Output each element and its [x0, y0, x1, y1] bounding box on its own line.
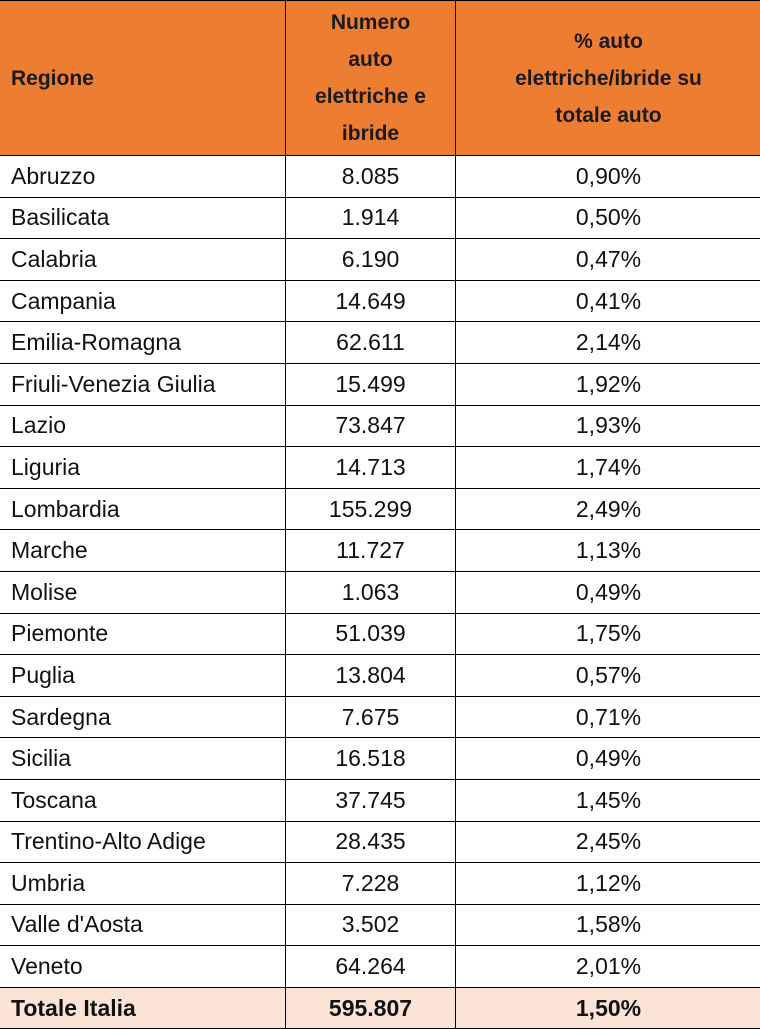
header-count: [286, 1, 456, 156]
total-label: Totale Italia: [0, 987, 286, 1029]
percentage-cell: 0,57%: [456, 655, 760, 697]
percentage-cell: 0,71%: [456, 696, 760, 738]
percentage-cell: 0,47%: [456, 239, 760, 281]
region-cell: Abruzzo: [0, 156, 286, 198]
percentage-cell: 0,41%: [456, 280, 760, 322]
region-cell: Sardegna: [0, 696, 286, 738]
count-cell: 6.190: [286, 239, 456, 281]
region-cell: Emilia-Romagna: [0, 322, 286, 364]
region-cell: Liguria: [0, 447, 286, 489]
count-cell: 13.804: [286, 655, 456, 697]
count-cell: 1.063: [286, 571, 456, 613]
table-row: [0, 863, 760, 905]
percentage-cell: 1,45%: [456, 779, 760, 821]
percentage-cell: 1,74%: [456, 447, 760, 489]
count-cell: 7.228: [286, 863, 456, 905]
header-region: Regione: [0, 1, 286, 156]
table-row: [0, 363, 760, 405]
table-row: [0, 156, 760, 198]
region-cell: Trentino-Alto Adige: [0, 821, 286, 863]
region-cell: Lazio: [0, 405, 286, 447]
table-row: [0, 655, 760, 697]
table-row: [0, 447, 760, 489]
percentage-cell: 2,01%: [456, 946, 760, 988]
header-pct-line: totale auto: [555, 104, 661, 127]
table-body: [0, 156, 760, 1029]
percentage-cell: 0,49%: [456, 571, 760, 613]
percentage-cell: 0,49%: [456, 738, 760, 780]
table-row: [0, 405, 760, 447]
region-cell: Puglia: [0, 655, 286, 697]
count-cell: 16.518: [286, 738, 456, 780]
region-cell: Marche: [0, 530, 286, 572]
region-cell: Campania: [0, 280, 286, 322]
count-cell: 1.914: [286, 197, 456, 239]
region-cell: Molise: [0, 571, 286, 613]
table-row: [0, 571, 760, 613]
percentage-cell: 2,45%: [456, 821, 760, 863]
header-pct-line: % auto: [574, 30, 643, 53]
region-cell: Basilicata: [0, 197, 286, 239]
region-cell: Toscana: [0, 779, 286, 821]
header-count-line: Numero: [331, 11, 410, 34]
count-cell: 155.299: [286, 488, 456, 530]
table-row: [0, 821, 760, 863]
count-cell: 73.847: [286, 405, 456, 447]
percentage-cell: 1,13%: [456, 530, 760, 572]
table-row: [0, 488, 760, 530]
table-row: [0, 779, 760, 821]
count-cell: 11.727: [286, 530, 456, 572]
count-cell: 64.264: [286, 946, 456, 988]
table-row: [0, 696, 760, 738]
region-cell: Umbria: [0, 863, 286, 905]
percentage-cell: 1,12%: [456, 863, 760, 905]
region-cell: Calabria: [0, 239, 286, 281]
table-row: [0, 239, 760, 281]
count-cell: 15.499: [286, 363, 456, 405]
header-count-line: elettriche e: [315, 85, 426, 108]
table-row: [0, 946, 760, 988]
count-cell: 14.649: [286, 280, 456, 322]
count-cell: 37.745: [286, 779, 456, 821]
region-cell: Lombardia: [0, 488, 286, 530]
region-cell: Veneto: [0, 946, 286, 988]
count-cell: 62.611: [286, 322, 456, 364]
table-row: [0, 530, 760, 572]
percentage-cell: 1,93%: [456, 405, 760, 447]
count-cell: 14.713: [286, 447, 456, 489]
region-cell: Piemonte: [0, 613, 286, 655]
header-count-line: auto: [348, 48, 392, 71]
total-count: 595.807: [286, 987, 456, 1029]
total-row: [0, 987, 760, 1029]
region-cell: Valle d'Aosta: [0, 904, 286, 946]
count-cell: 51.039: [286, 613, 456, 655]
table-row: [0, 197, 760, 239]
count-cell: 7.675: [286, 696, 456, 738]
table-row: [0, 280, 760, 322]
percentage-cell: 1,92%: [456, 363, 760, 405]
table-row: [0, 904, 760, 946]
region-cell: Friuli-Venezia Giulia: [0, 363, 286, 405]
header-count-line: ibride: [342, 122, 399, 145]
percentage-cell: 0,50%: [456, 197, 760, 239]
count-cell: 28.435: [286, 821, 456, 863]
table-row: [0, 738, 760, 780]
header-pct-line: elettriche/ibride su: [515, 67, 702, 90]
count-cell: 8.085: [286, 156, 456, 198]
percentage-cell: 1,75%: [456, 613, 760, 655]
count-cell: 3.502: [286, 904, 456, 946]
table-row: [0, 613, 760, 655]
table-row: [0, 322, 760, 364]
percentage-cell: 2,49%: [456, 488, 760, 530]
percentage-cell: 1,58%: [456, 904, 760, 946]
header-percentage: [456, 1, 760, 156]
total-percentage: 1,50%: [456, 987, 760, 1029]
percentage-cell: 2,14%: [456, 322, 760, 364]
percentage-cell: 0,90%: [456, 156, 760, 198]
header-row: [0, 1, 760, 156]
region-cell: Sicilia: [0, 738, 286, 780]
